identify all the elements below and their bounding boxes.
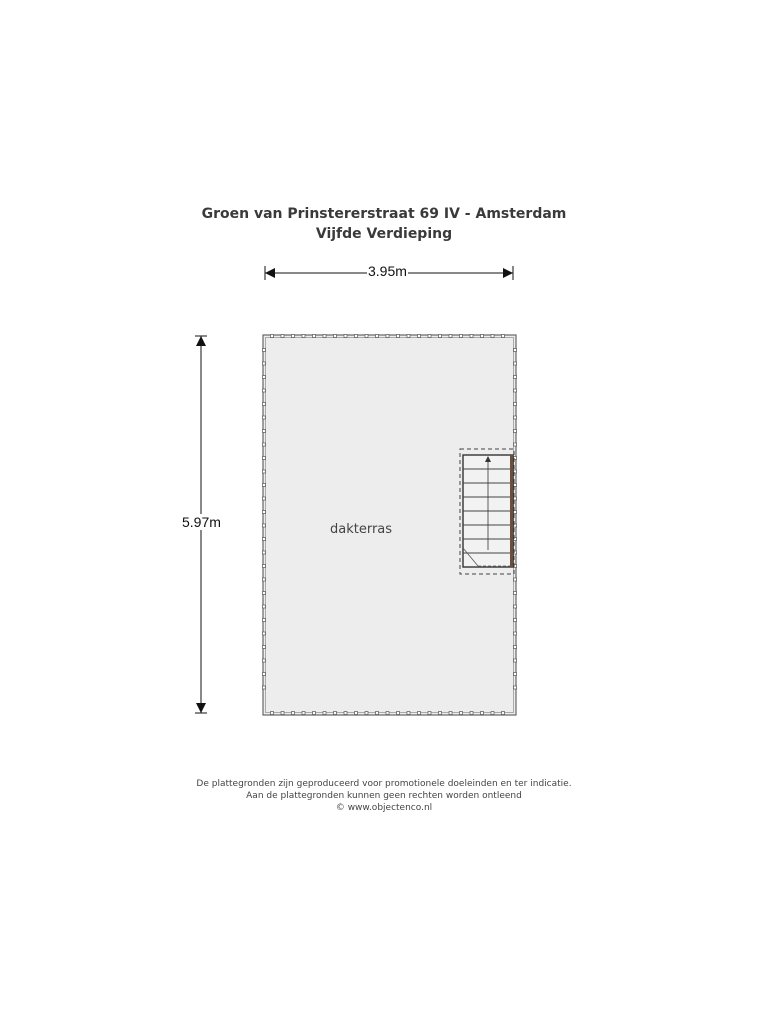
- railing-post: [470, 335, 473, 338]
- railing-post: [491, 335, 494, 338]
- railing-post: [344, 335, 347, 338]
- railing-post: [281, 335, 284, 338]
- railing-post: [514, 646, 517, 649]
- railing-post: [514, 349, 517, 352]
- railing-post: [491, 712, 494, 715]
- railing-post: [263, 578, 266, 581]
- height-dimension-label: 5.97m: [182, 514, 221, 530]
- railing-post: [334, 712, 337, 715]
- railing-post: [460, 335, 463, 338]
- railing-post: [271, 712, 274, 715]
- railing-post: [263, 646, 266, 649]
- railing-post: [313, 335, 316, 338]
- railing-post: [263, 484, 266, 487]
- railing-post: [407, 335, 410, 338]
- railing-post: [439, 335, 442, 338]
- plan-address-title: Groen van Prinstererstraat 69 IV - Amsterdam: [201, 206, 567, 222]
- railing-post: [263, 673, 266, 676]
- railing-post: [323, 335, 326, 338]
- railing-post: [439, 712, 442, 715]
- railing-post: [355, 712, 358, 715]
- railing-post: [502, 335, 505, 338]
- railing-post: [514, 403, 517, 406]
- railing-post: [263, 551, 266, 554]
- railing-post: [271, 335, 274, 338]
- railing-post: [263, 538, 266, 541]
- railing-post: [263, 430, 266, 433]
- width-dimension-label: 3.95m: [368, 263, 407, 279]
- railing-post: [449, 335, 452, 338]
- railing-post: [263, 416, 266, 419]
- railing-post: [263, 524, 266, 527]
- railing-post: [365, 712, 368, 715]
- railing-post: [514, 673, 517, 676]
- railing-post: [281, 712, 284, 715]
- railing-post: [481, 335, 484, 338]
- railing-post: [481, 712, 484, 715]
- railing-post: [263, 457, 266, 460]
- railing-post: [514, 578, 517, 581]
- railing-post: [514, 362, 517, 365]
- copyright-line: © www.objectenco.nl: [335, 803, 433, 813]
- railing-post: [263, 511, 266, 514]
- railing-post: [428, 335, 431, 338]
- railing-post: [302, 712, 305, 715]
- railing-post: [418, 712, 421, 715]
- railing-post: [418, 335, 421, 338]
- railing-post: [302, 335, 305, 338]
- railing-post: [263, 619, 266, 622]
- railing-post: [514, 497, 517, 500]
- railing-post: [263, 349, 266, 352]
- railing-post: [263, 389, 266, 392]
- floor-name-title: Vijfde Verdieping: [315, 226, 453, 242]
- railing-post: [449, 712, 452, 715]
- railing-post: [514, 430, 517, 433]
- railing-post: [263, 686, 266, 689]
- railing-post: [514, 659, 517, 662]
- railing-post: [397, 335, 400, 338]
- disclaimer-line-2: Aan de plattegronden kunnen geen rechten worden ontleend: [246, 791, 522, 801]
- railing-post: [355, 335, 358, 338]
- railing-post: [263, 362, 266, 365]
- railing-post: [344, 712, 347, 715]
- railing-post: [514, 686, 517, 689]
- disclaimer-line-1: De plattegronden zijn geproduceerd voor promotionele doeleinden en ter indicatie.: [196, 779, 572, 789]
- railing-post: [263, 605, 266, 608]
- railing-post: [263, 632, 266, 635]
- railing-post: [263, 565, 266, 568]
- railing-post: [470, 712, 473, 715]
- railing-post: [313, 712, 316, 715]
- railing-post: [323, 712, 326, 715]
- railing-post: [292, 335, 295, 338]
- railing-post: [502, 712, 505, 715]
- railing-post: [397, 712, 400, 715]
- railing-post: [263, 659, 266, 662]
- railing-post: [428, 712, 431, 715]
- staircase: [460, 449, 514, 574]
- railing-post: [514, 605, 517, 608]
- railing-post: [263, 443, 266, 446]
- railing-post: [376, 712, 379, 715]
- railing-post: [514, 416, 517, 419]
- railing-post: [386, 712, 389, 715]
- railing-post: [365, 335, 368, 338]
- railing-post: [514, 389, 517, 392]
- railing-post: [292, 712, 295, 715]
- railing-post: [376, 335, 379, 338]
- railing-post: [460, 712, 463, 715]
- railing-post: [263, 592, 266, 595]
- railing-post: [386, 335, 389, 338]
- railing-post: [514, 592, 517, 595]
- railing-post: [263, 470, 266, 473]
- railing-post: [263, 376, 266, 379]
- railing-post: [514, 443, 517, 446]
- railing-post: [407, 712, 410, 715]
- railing-post: [263, 497, 266, 500]
- railing-post: [514, 632, 517, 635]
- railing-post: [514, 376, 517, 379]
- railing-post: [514, 619, 517, 622]
- railing-post: [334, 335, 337, 338]
- room-label-dakterras: dakterras: [330, 522, 393, 537]
- railing-post: [263, 403, 266, 406]
